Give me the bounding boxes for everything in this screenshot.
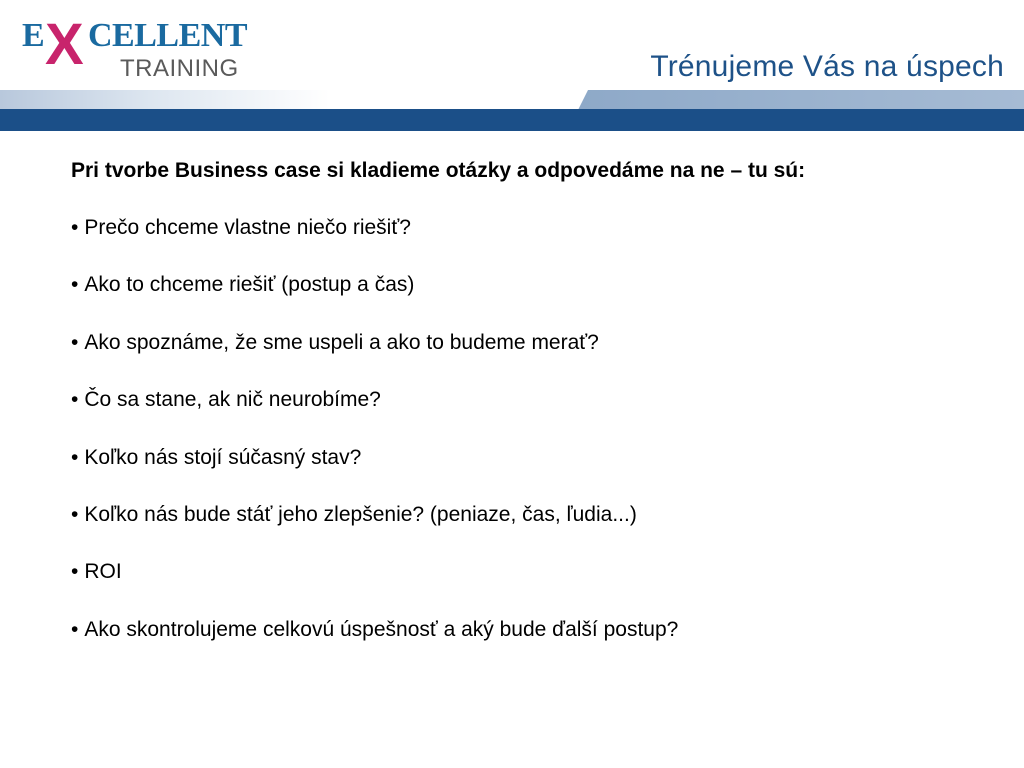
bullet-text: Ako skontrolujeme celkovú úspešnosť a aký bude ďalší postup? [84, 617, 679, 641]
bullet-item [71, 615, 901, 644]
bullet-symbol: • [71, 273, 79, 297]
bullet-item [71, 500, 901, 529]
bullet-symbol: • [71, 216, 79, 239]
slide-content [71, 156, 901, 672]
bullet-symbol: • [71, 560, 79, 584]
excellent-training-logo [22, 10, 262, 90]
bullet-text: Koľko nás stojí súčasný stav? [84, 445, 362, 469]
bullet-item [71, 213, 901, 242]
bullet-text: Prečo chceme vlastne niečo riešiť? [84, 216, 411, 239]
bullet-item [71, 443, 901, 472]
bullet-item [71, 270, 901, 299]
tagline: Trénujeme Vás na úspech [650, 50, 1004, 83]
content-heading: Pri tvorbe Business case si kladieme otázky a odpovedáme na ne – tu sú: [71, 159, 806, 182]
bullet-symbol: • [71, 330, 79, 354]
logo-e-letter: E [22, 17, 45, 54]
header-dark-band [0, 109, 1024, 131]
bullet-text: Ako to chceme riešiť (postup a čas) [84, 273, 415, 297]
bullet-item [71, 557, 901, 586]
bullet-symbol: • [71, 617, 79, 641]
bullet-symbol: • [71, 445, 79, 469]
logo-training-text: TRAINING [120, 55, 239, 82]
logo-x-letter: X [45, 12, 84, 77]
bullet-symbol: • [71, 388, 79, 412]
bullet-text: ROI [84, 560, 122, 584]
bullet-list [71, 213, 901, 644]
bullet-text: Čo sa stane, ak nič neurobíme? [84, 388, 381, 412]
bullet-text: Ako spoznáme, že sme uspeli a ako to budeme merať? [84, 330, 599, 354]
header-light-band [0, 90, 1024, 110]
bullet-symbol: • [71, 502, 79, 526]
logo-cellent-text: CELLENT [88, 17, 247, 54]
bullet-item [71, 328, 901, 357]
bullet-item [71, 385, 901, 414]
bullet-text: Koľko nás bude stáť jeho zlepšenie? (peniaze, čas, ľudia...) [84, 502, 637, 526]
